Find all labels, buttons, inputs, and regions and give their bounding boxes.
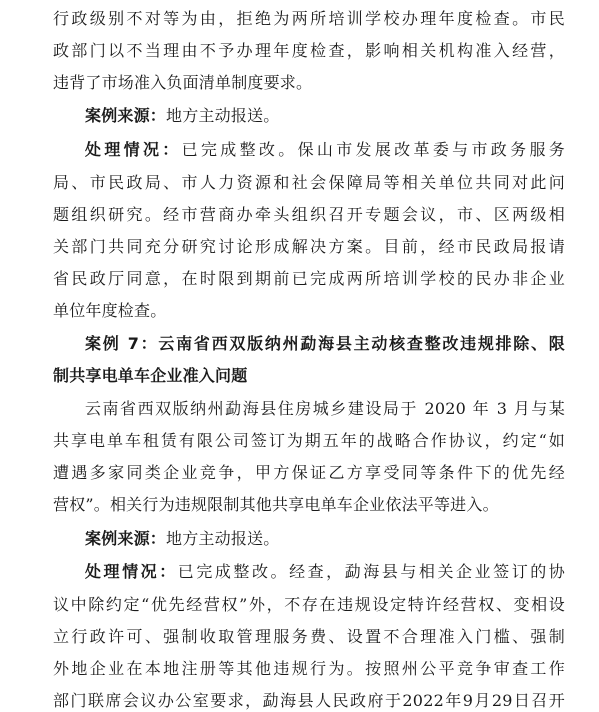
paragraph-line: 云南省西双版纳州勐海县住房城乡建设局于 2020 年 3 月与某 bbox=[85, 399, 565, 418]
case-source-value: 地方主动报送。 bbox=[166, 106, 280, 125]
case-source-line bbox=[85, 105, 565, 127]
paragraph-line: 违背了市场准入负面清单制度要求。 bbox=[53, 73, 313, 92]
handling-label: 处理情况： bbox=[85, 562, 178, 581]
case-heading: 案例 7：云南省西双版纳州勐海县主动核查整改违规排除、限 bbox=[85, 334, 565, 353]
handling-value: 已完成整改。经查，勐海县与相关企业签订的协 bbox=[177, 562, 565, 581]
case-heading: 制共享电单车企业准入问题 bbox=[53, 366, 248, 385]
paragraph-line: 题组织研究。经市营商办牵头组织召开专题会议，市、区两级相 bbox=[53, 205, 565, 224]
handling-label: 处理情况： bbox=[85, 140, 182, 159]
paragraph-line: 政部门以不当理由不予办理年度检查，影响相关机构准入经营， bbox=[53, 41, 565, 60]
case-source-label: 案例来源： bbox=[85, 529, 167, 548]
handling-value: 已完成整改。保山市发展改革委与市政务服务 bbox=[181, 140, 565, 159]
paragraph-line: 局、市民政局、市人力资源和社会保障局等相关单位共同对此问 bbox=[53, 173, 565, 192]
handling-line bbox=[85, 561, 565, 583]
paragraph-line: 省民政厅同意，在时限到期前已完成两所培训学校的民办非企业 bbox=[53, 269, 565, 288]
case-source-value: 地方主动报送。 bbox=[166, 529, 280, 548]
paragraph-line: 外地企业在本地注册等其他违规行为。按照州公平竞争审查工作 bbox=[53, 659, 565, 678]
paragraph-line: 营权”。相关行为违规限制其他共享电单车企业依法平等进入。 bbox=[53, 495, 499, 514]
paragraph-line: 立行政许可、强制收取管理服务费、设置不合理准入门槛、强制 bbox=[53, 627, 565, 646]
case-source-label: 案例来源： bbox=[85, 106, 167, 125]
paragraph-line: 共享电单车租赁有限公司签订为期五年的战略合作协议，约定“如 bbox=[53, 431, 565, 450]
paragraph-line: 单位年度检查。 bbox=[53, 301, 167, 320]
paragraph-line: 关部门共同充分研究讨论形成解决方案。目前，经市民政局报请 bbox=[53, 237, 565, 256]
case-source-line bbox=[85, 528, 565, 550]
handling-line bbox=[85, 139, 565, 161]
paragraph-line: 行政级别不对等为由，拒绝为两所培训学校办理年度检查。市民 bbox=[53, 9, 565, 28]
paragraph-line: 议中除约定“优先经营权”外，不存在违规设定特许经营权、变相设 bbox=[53, 595, 565, 614]
paragraph-line: 遭遇多家同类企业竞争，甲方保证乙方享受同等条件下的优先经 bbox=[53, 463, 565, 482]
paragraph-line: 部门联席会议办公室要求，勐海县人民政府于2022年9月29日召开 bbox=[53, 691, 565, 710]
